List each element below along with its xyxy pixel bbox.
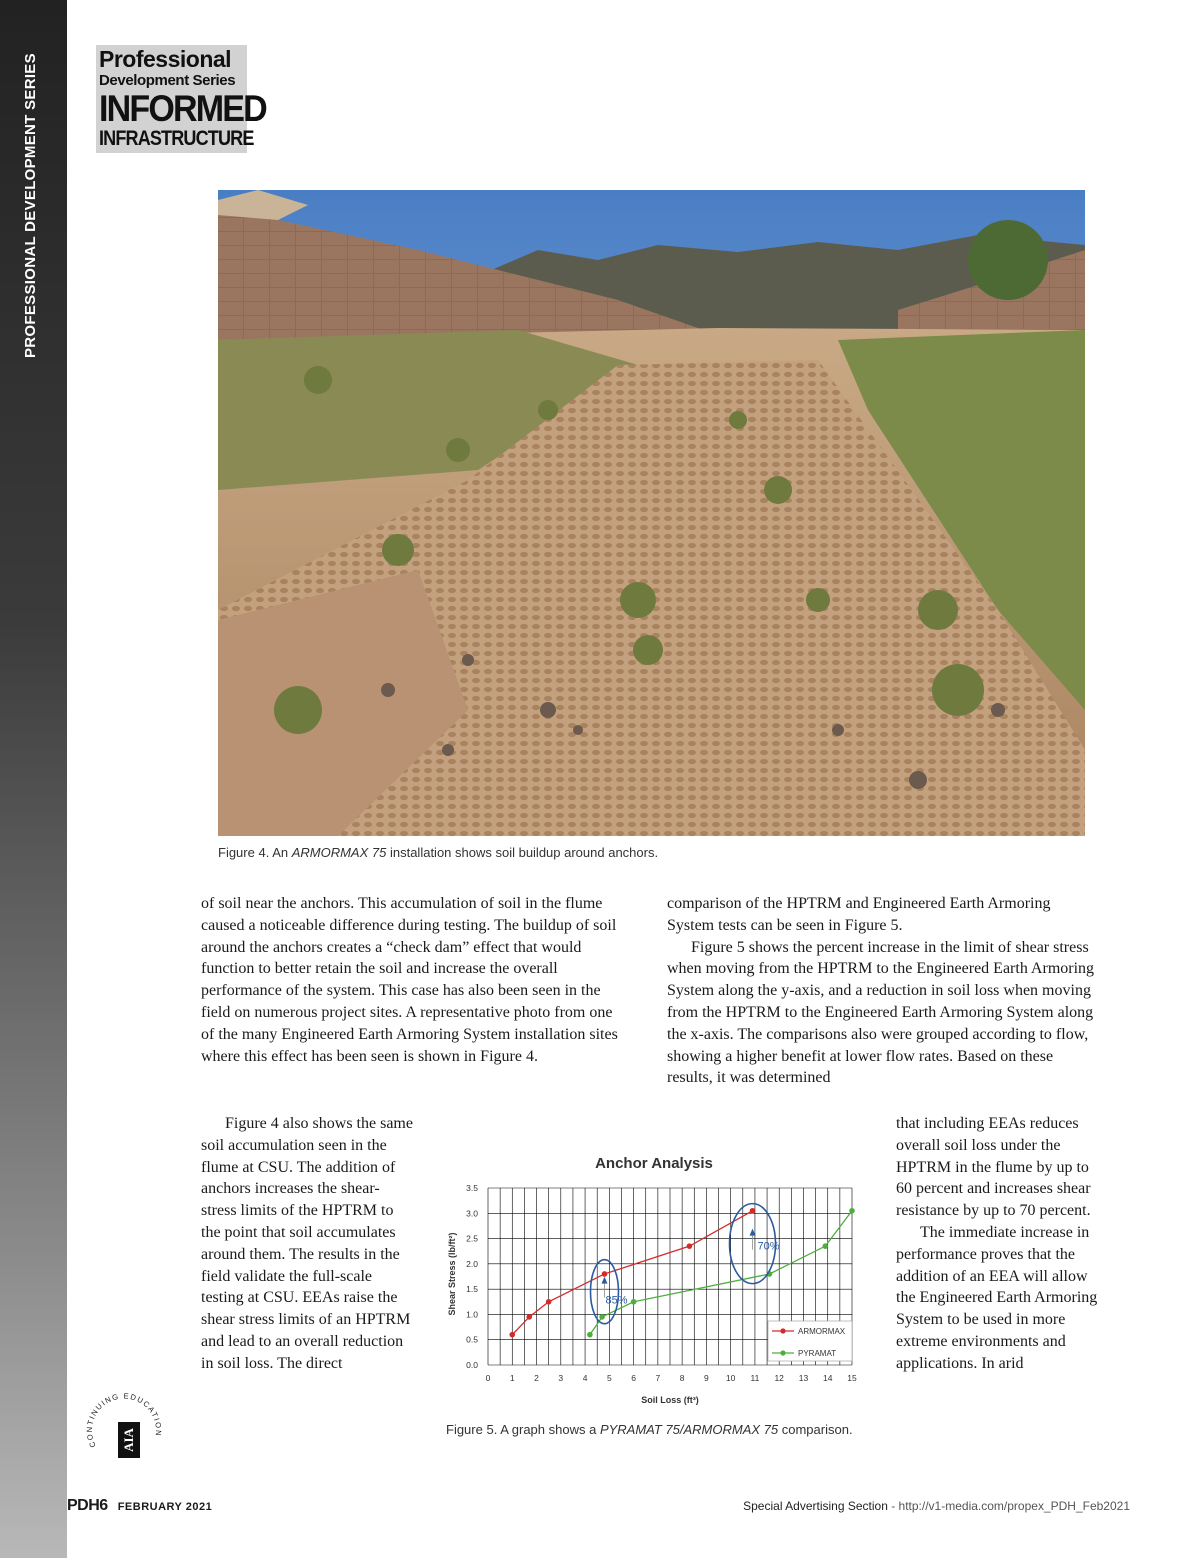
chart-annotation-arrow-icon — [601, 1277, 607, 1284]
figure-5-caption — [446, 1422, 853, 1437]
figure-4-caption — [218, 845, 658, 860]
chart-y-tick-label: 0.0 — [466, 1360, 478, 1370]
logo-line-informed: INFORMED — [99, 88, 266, 129]
chart-x-tick-label: 9 — [704, 1373, 709, 1383]
chart-y-axis-label: Shear Stress (lb/ft²) — [447, 1232, 457, 1316]
body-left-bottom — [201, 1113, 413, 1375]
body-right-top — [667, 893, 1095, 1089]
chart-legend-marker — [780, 1350, 785, 1355]
logo-line-development: Development Series — [99, 72, 236, 89]
figure-5-caption-prefix: Figure 5. A graph shows a — [446, 1422, 600, 1437]
chart-title: Anchor Analysis — [595, 1155, 713, 1172]
chart-x-tick-label: 1 — [509, 1373, 515, 1383]
chart-y-tick-label: 2.0 — [466, 1258, 478, 1269]
chart-x-tick-label: 12 — [774, 1373, 784, 1383]
aia-continuing-education-seal — [82, 1386, 166, 1470]
chart-x-axis-label: Soil Loss (ft³) — [641, 1395, 699, 1405]
body-right-bottom — [896, 1113, 1104, 1375]
body-paragraph: Figure 4 also shows the same soil accumulation seen in the flume at CSU. The addition of anchors increases the shear-stress limits of the HPTRM to the point that soil accumulates around them. The results in the field validate the full-scale testing at CSU. EEAs raise the shear stress limits of an HPTRM and lead to an overall reduction in soil loss. The direct — [201, 1115, 413, 1372]
chart-y-tick-label: 0.5 — [466, 1334, 478, 1345]
chart-point-pyramat — [587, 1332, 593, 1338]
chart-x-tick-label: 14 — [822, 1373, 833, 1383]
chart-y-tick-label: 1.0 — [466, 1309, 478, 1320]
chart-y-tick-label: 2.5 — [466, 1233, 478, 1244]
chart-x-tick-label: 11 — [750, 1373, 760, 1383]
chart-point-armormax — [750, 1208, 756, 1214]
logo-line-infrastructure: INFRASTRUCTURE — [99, 127, 254, 150]
figure-4-caption-suffix: installation shows soil buildup around anchors. — [386, 845, 659, 860]
chart-x-tick-label: 5 — [606, 1373, 612, 1383]
footer-issue — [67, 1497, 212, 1515]
issue-date: FEBRUARY 2021 — [117, 1501, 213, 1513]
figure-4-caption-product: ARMORMAX 75 — [291, 845, 387, 860]
chart-x-tick-label: 8 — [679, 1373, 685, 1383]
logo-line-professional: Professional — [99, 46, 232, 72]
figure-5-caption-suffix: comparison. — [778, 1422, 853, 1437]
chart-x-tick-label: 4 — [582, 1373, 588, 1383]
chart-x-tick-label: 6 — [631, 1373, 636, 1383]
chart-point-armormax — [526, 1314, 532, 1320]
aia-mark: AIA — [121, 1428, 136, 1452]
chart-x-tick-label: 13 — [798, 1373, 809, 1383]
series-logo — [96, 45, 266, 153]
page-number: PDH6 — [67, 1497, 108, 1514]
chart-y-tick-label: 3.0 — [466, 1208, 478, 1219]
chart-annotation-arrow-icon — [750, 1229, 756, 1236]
chart-point-armormax — [546, 1299, 552, 1305]
chart-point-armormax — [687, 1243, 693, 1249]
chart-point-pyramat — [823, 1243, 829, 1249]
chart-y-tick-label: 1.5 — [466, 1284, 478, 1295]
chart-x-tick-label: 2 — [534, 1373, 539, 1383]
chart-legend — [768, 1321, 852, 1361]
chart-series-line-pyramat — [590, 1211, 852, 1335]
footer-url: - http://v1-media.com/propex_PDH_Feb2021 — [887, 1499, 1130, 1513]
figure-4-caption-prefix: Figure 4. An — [218, 845, 292, 860]
chart-x-tick-label: 10 — [725, 1373, 736, 1383]
footer-section-label: Special Advertising Section — [743, 1499, 888, 1513]
chart-x-tick-label: 15 — [847, 1373, 857, 1383]
chart-point-armormax — [509, 1332, 515, 1338]
chart-legend-marker — [780, 1328, 785, 1333]
chart-point-armormax — [602, 1271, 608, 1277]
footer-advertising — [743, 1499, 1130, 1513]
chart-annotation-label: 70% — [757, 1240, 780, 1253]
body-paragraph: that including EEAs reduces overall soil loss under the HPTRM in the flume by up to 60 percent and increases shear resistance by up to 70 percent. — [896, 1115, 1091, 1220]
figure-5-chart — [440, 1148, 870, 1410]
figure-4-photo — [218, 190, 1085, 836]
chart-point-pyramat — [849, 1208, 855, 1214]
chart-legend-label: ARMORMAX — [798, 1327, 846, 1336]
body-paragraph: comparison of the HPTRM and Engineered Earth Armoring System tests can be seen in Figure 5. — [667, 895, 1051, 934]
chart-legend-label: PYRAMAT — [798, 1349, 837, 1358]
body-paragraph: Figure 5 shows the percent increase in the limit of shear stress when moving from the HPTRM to the Engineered Earth Armoring System along the y-axis, and a reduction in soil loss when moving from the HPTRM to the Engineered Earth Armoring System along the x-axis. The comparisons also were grouped according to flow, showing a higher benefit at lower flow rates. Based on these results, it was determined — [667, 938, 1095, 1087]
sidebar-label: PROFESSIONAL DEVELOPMENT SERIES — [22, 53, 39, 358]
aia-ring-text: CONTINUING EDUCATION — [84, 1391, 164, 1449]
chart-point-pyramat — [599, 1314, 605, 1320]
chart-x-tick-label: 7 — [655, 1373, 661, 1383]
body-left-top — [201, 893, 625, 1067]
chart-y-tick-label: 3.5 — [466, 1183, 478, 1193]
body-paragraph: The immediate increase in performance proves that the addition of an EEA will allow the Engineered Earth Armoring System to be used in more extreme environments and applications. In arid — [896, 1223, 1098, 1372]
chart-x-tick-label: 0 — [485, 1373, 491, 1383]
chart-x-tick-label: 3 — [558, 1373, 564, 1383]
figure-5-caption-product: PYRAMAT 75/ARMORMAX 75 — [599, 1422, 779, 1437]
body-paragraph: of soil near the anchors. This accumulation of soil in the flume caused a noticeable difference during testing. The buildup of soil around the anchors creates a “check dam” effect that would function to better retain the soil and increase the overall performance of the system. This case has also been seen in the field on numerous project sites. A representative photo from one of the many Engineered Earth Armoring System installation sites where this effect has been seen is shown in Figure 4. — [201, 895, 618, 1065]
chart-series-line-armormax — [512, 1211, 752, 1335]
chart-point-pyramat — [631, 1299, 637, 1305]
chart-annotation-label: 85% — [605, 1294, 628, 1307]
